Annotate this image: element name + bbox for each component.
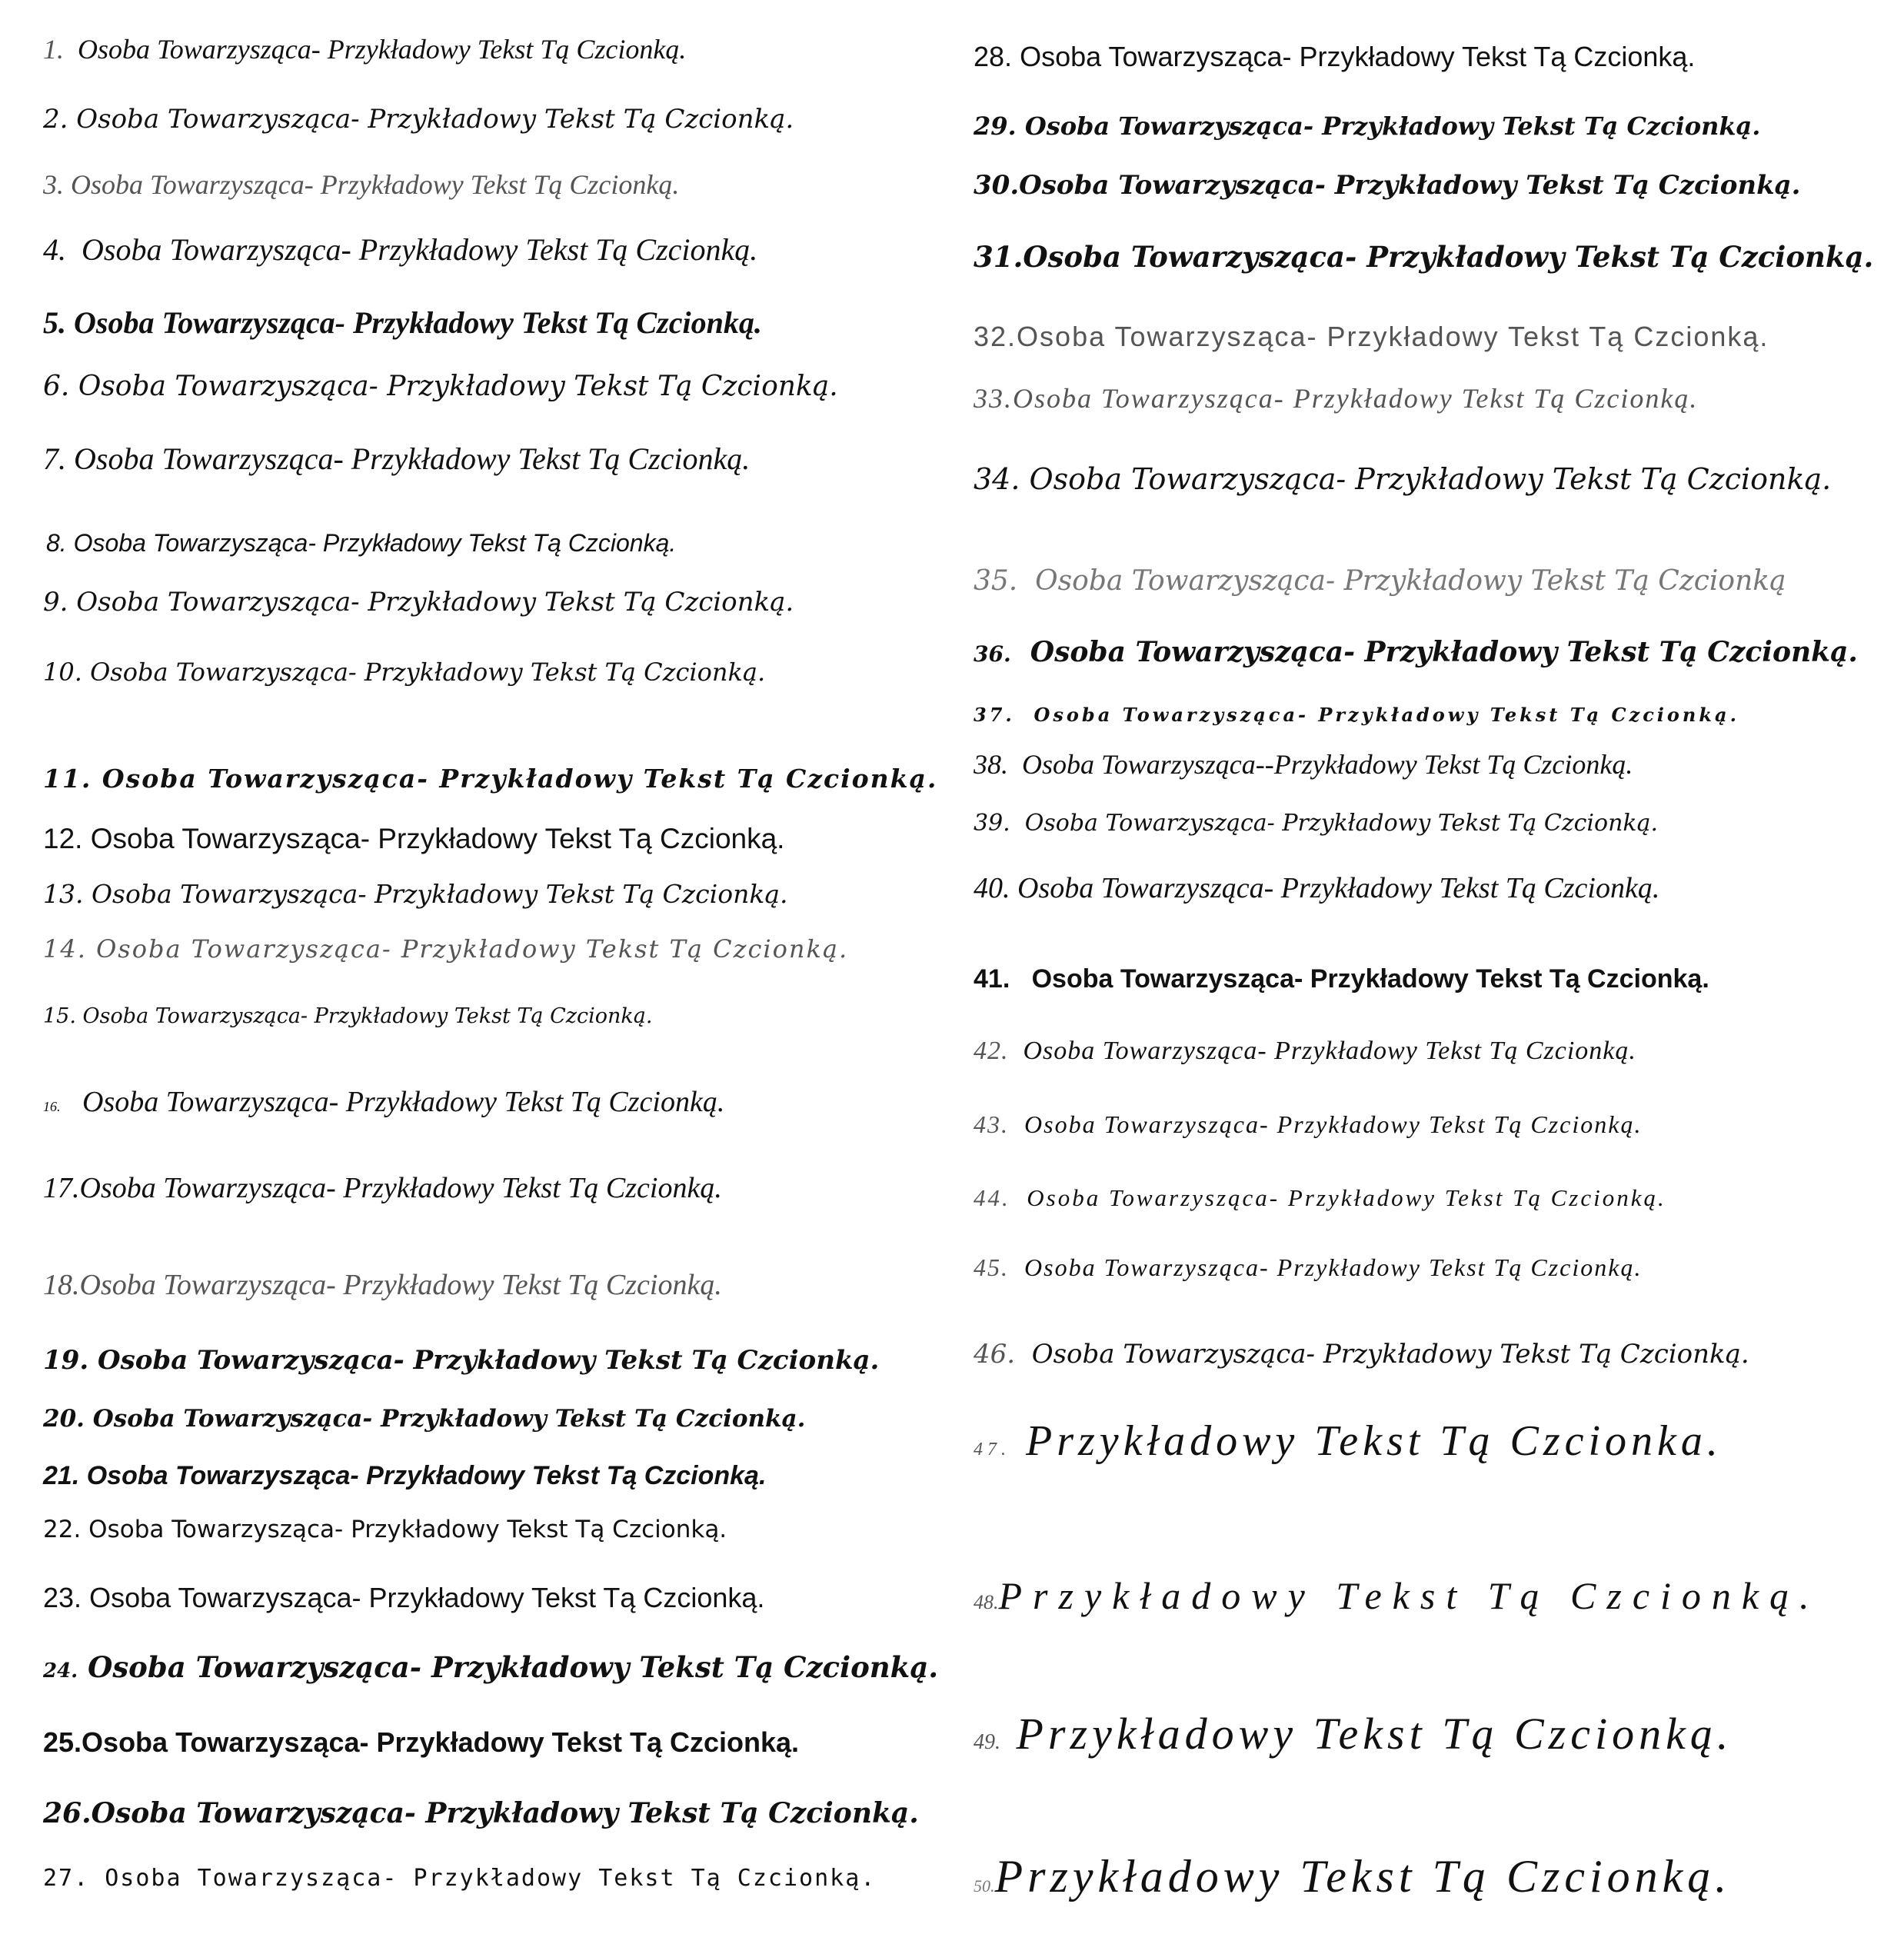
sample-text: Osoba Towarzysząca- Przykładowy Tekst Tą Czcionką. <box>82 232 758 267</box>
sample-number: 19. <box>43 1345 89 1376</box>
font-sample-34 <box>974 464 1831 494</box>
font-sample-20 <box>43 1407 805 1431</box>
sample-text: Osoba Towarzysząca- Przykładowy Tekst Tą Czcionką. <box>1030 636 1858 668</box>
sample-number: 12. <box>43 823 83 854</box>
font-sample-50 <box>974 1851 1732 1902</box>
sample-text: Osoba Towarzysząca- Przykładowy Tekst Tą Czcionką. <box>1027 1184 1666 1211</box>
sample-number: 22. <box>43 1516 82 1543</box>
sample-number: 20. <box>43 1405 85 1433</box>
sample-number: 27. <box>43 1865 90 1892</box>
sample-text: Osoba Towarzysząca- Przykładowy Tekst Tą Czcionką. <box>82 1086 725 1118</box>
sample-text: Osoba Towarzysząca- Przykładowy Tekst Tą Czcionką. <box>1024 1253 1643 1281</box>
font-sample-1 <box>43 35 686 63</box>
sample-number: 25. <box>43 1726 82 1758</box>
sample-number: 37. <box>974 704 1015 726</box>
sample-number: 5. <box>43 305 66 340</box>
sample-text: Osoba Towarzysząca- Przykładowy Tekst Tą Czcionką. <box>105 1865 877 1892</box>
sample-number: 34. <box>974 462 1020 496</box>
sample-text: Osoba Towarzysząca- Przykładowy Tekst Tą Czcionką. <box>90 657 766 687</box>
sample-text: Osoba Towarzysząca- Przykładowy Tekst Tą Czcionką. <box>74 441 751 476</box>
sample-text: Przykładowy Tekst Tą Czcionka. <box>1026 1417 1723 1465</box>
font-sample-8 <box>46 531 676 555</box>
font-sample-42 <box>974 1038 1636 1064</box>
sample-text: Osoba Towarzysząca- Przykładowy Tekst Tą Czcionką. <box>89 1582 765 1613</box>
font-sample-7 <box>43 441 751 476</box>
font-sample-22 <box>43 1518 727 1542</box>
sample-text: Osoba Towarzysząca- Przykładowy Tekst Tą Czcionką. <box>73 529 677 557</box>
sample-text: Osoba Towarzysząca- Przykładowy Tekst Tą Czcionką. <box>1019 170 1801 201</box>
sample-text: Osoba Towarzysząca- Przykładowy Tekst Tą Czcionką. <box>88 1516 727 1543</box>
font-sample-26 <box>43 1799 919 1827</box>
sample-number: 6. <box>43 371 70 402</box>
sample-number: 31. <box>974 240 1024 274</box>
font-sample-18 <box>43 1270 722 1300</box>
font-sample-4 <box>43 232 758 267</box>
sample-text: Osoba Towarzysząca- Przykładowy Tekst Tą Czcionką. <box>1023 240 1874 274</box>
sample-text: Przykładowy Tekst Tą Czcionką. <box>994 1851 1732 1902</box>
sample-text: Osoba Towarzysząca- Przykładowy Tekst Tą Czcionką. <box>102 764 938 794</box>
sample-text: Osoba Towarzysząca- Przykładowy Tekst Tą Czcionką. <box>1017 872 1660 904</box>
sample-text: Osoba Towarzysząca- Przykładowy Tekst Tą Czcionką. <box>82 1726 800 1758</box>
sample-text: Osoba Towarzysząca- Przykładowy Tekst Tą Czcionką. <box>1029 462 1832 496</box>
sample-number: 47. <box>974 1440 1010 1460</box>
sample-number: 32. <box>974 321 1017 352</box>
font-sample-27 <box>43 1867 876 1890</box>
sample-text: Osoba Towarzysząca- Przykładowy Tekst Tą Czcionką. <box>1024 112 1761 141</box>
sample-number: 33. <box>974 383 1013 414</box>
sample-number: 14. <box>43 934 87 964</box>
sample-number: 4. <box>43 232 66 267</box>
sample-text: Osoba Towarzysząca- Przykładowy Tekst Tą Czcionką. <box>92 1405 806 1433</box>
font-sample-40 <box>974 874 1659 903</box>
sample-text: Osoba Towarzysząca- Przykładowy Tekst Tą Czcionką. <box>82 1004 653 1028</box>
sample-text: Przykładowy Tekst Tą Czcionką. <box>998 1574 1820 1617</box>
font-sample-30 <box>974 170 1801 201</box>
sample-text: Osoba Towarzysząca- Przykładowy Tekst Tą Czcionką. <box>91 879 788 909</box>
font-sample-6 <box>43 373 838 401</box>
font-sample-17 <box>43 1173 722 1203</box>
sample-text: Osoba Towarzysząca- Przykładowy Tekst Tą Czcionką. <box>1024 810 1658 837</box>
sample-text: Osoba Towarzysząca- Przykładowy Tekst Tą Czcionką. <box>90 823 785 854</box>
sample-number: 29. <box>974 112 1017 141</box>
sample-number: 43. <box>974 1110 1009 1138</box>
right-column <box>952 0 1904 1954</box>
sample-number: 3. <box>43 169 64 200</box>
sample-number: 41. <box>974 964 1010 994</box>
sample-text: Osoba Towarzysząca- Przykładowy Tekst Tą Czcionką. <box>78 371 838 402</box>
font-sample-25 <box>43 1726 800 1758</box>
font-sample-41 <box>974 966 1709 992</box>
font-sample-48 <box>974 1576 1820 1615</box>
sample-number: 44. <box>974 1184 1010 1211</box>
sample-text: Osoba Towarzysząca- Przykładowy Tekst Tą Czcionką. <box>79 1172 722 1204</box>
sample-text: Osoba Towarzysząca- Przykładowy Tekst Tą Czcionką. <box>1017 321 1769 352</box>
font-sample-24 <box>43 1650 939 1684</box>
sample-number: 8. <box>46 529 67 557</box>
sample-number: 10. <box>43 657 82 687</box>
sample-text: Przykładowy Tekst Tą Czcionką. <box>1016 1709 1733 1759</box>
sample-number: 36. <box>974 641 1011 667</box>
sample-number: 15. <box>43 1004 76 1028</box>
sample-number: 26. <box>43 1797 92 1829</box>
sample-number: 38. <box>974 749 1008 780</box>
sample-number: 16. <box>43 1099 61 1114</box>
font-sample-9 <box>43 589 794 615</box>
font-sample-3 <box>43 171 679 198</box>
font-sample-39 <box>974 812 1658 835</box>
sample-text: Osoba Towarzysząca- Przykładowy Tekst Tą Czcionką. <box>76 104 794 135</box>
sample-text: Osoba Towarzysząca- Przykładowy Tekst Tą Czcionką. <box>79 1269 722 1301</box>
sample-text: Osoba Towarzysząca--Przykładowy Tekst Tą Czcionką. <box>1022 749 1633 780</box>
sample-number: 49. <box>974 1730 1000 1754</box>
sample-number: 39. <box>974 810 1010 837</box>
sample-number: 48. <box>974 1591 999 1613</box>
font-sample-33 <box>974 384 1698 412</box>
sample-number: 42. <box>974 1037 1009 1065</box>
sample-text: Osoba Towarzysząca- Przykładowy Tekst Tą Czcionką <box>1035 565 1786 597</box>
font-sample-12 <box>43 824 784 853</box>
font-sample-10 <box>43 657 766 687</box>
font-sample-49 <box>974 1709 1733 1759</box>
sample-number: 46. <box>974 1339 1016 1370</box>
sample-text: Osoba Towarzysząca- Przykładowy Tekst Tą Czcionką. <box>88 1650 939 1684</box>
font-sample-5 <box>43 305 762 340</box>
sample-number: 30. <box>974 170 1020 201</box>
font-sample-45 <box>974 1255 1642 1280</box>
sample-number: 2. <box>43 104 68 135</box>
sample-number: 9. <box>43 587 68 617</box>
sample-text: Osoba Towarzysząca- Przykładowy Tekst Tą Czcionką. <box>78 34 687 65</box>
font-sample-19 <box>43 1345 880 1376</box>
font-sample-13 <box>43 881 788 907</box>
font-sample-46 <box>974 1339 1749 1370</box>
font-sample-15 <box>43 1006 652 1027</box>
sample-number: 1. <box>43 34 64 65</box>
font-sample-35 <box>974 565 1786 597</box>
font-sample-16 <box>43 1087 724 1117</box>
sample-text: Osoba Towarzysząca- Przykładowy Tekst Tą Czcionką. <box>76 587 794 617</box>
sample-number: 21. <box>43 1461 80 1490</box>
sample-number: 11. <box>43 764 92 794</box>
font-sample-23 <box>43 1584 764 1612</box>
font-sample-32 <box>974 323 1769 351</box>
sample-number: 50. <box>974 1876 995 1896</box>
sample-number: 35. <box>974 565 1018 597</box>
sample-text: Osoba Towarzysząca- Przykładowy Tekst Tą Czcionką. <box>1031 1339 1749 1370</box>
font-sample-2 <box>43 104 794 135</box>
sample-text: Osoba Towarzysząca- Przykładowy Tekst Tą Czcionką. <box>71 169 680 200</box>
sample-text: Osoba Towarzysząca- Przykładowy Tekst Tą Czcionką. <box>96 934 849 964</box>
sample-text: Osoba Towarzysząca- Przykładowy Tekst Tą Czcionką. <box>91 1797 919 1829</box>
sample-number: 18. <box>43 1269 80 1301</box>
font-sample-44 <box>974 1186 1666 1210</box>
sample-number: 45. <box>974 1253 1009 1281</box>
font-sample-21 <box>43 1463 766 1489</box>
sample-text: Osoba Towarzysząca- Przykładowy Tekst Tą Czcionką. <box>1031 964 1709 994</box>
sample-text: Osoba Towarzysząca- Przykładowy Tekst Tą Czcionką. <box>74 305 762 340</box>
font-sample-29 <box>974 112 1761 141</box>
font-sample-14 <box>43 934 849 964</box>
font-sample-31 <box>974 240 1874 274</box>
font-sample-38 <box>974 751 1633 778</box>
font-sample-47 <box>974 1417 1723 1465</box>
font-sample-43 <box>974 1112 1642 1137</box>
sample-text: Osoba Towarzysząca- Przykładowy Tekst Tą Czcionką. <box>1023 1037 1636 1065</box>
sample-text: Osoba Towarzysząca- Przykładowy Tekst Tą Czcionką. <box>1024 1110 1643 1138</box>
sample-number: 24. <box>43 1659 78 1683</box>
font-sample-36 <box>974 638 1858 666</box>
sample-number: 7. <box>43 441 66 476</box>
sample-number: 13. <box>43 879 84 909</box>
sample-number: 28. <box>974 41 1013 72</box>
font-sample-37 <box>974 706 1739 724</box>
sample-text: Osoba Towarzysząca- Przykładowy Tekst Tą Czcionką. <box>1034 704 1739 726</box>
sample-text: Osoba Towarzysząca- Przykładowy Tekst Tą Czcionką. <box>98 1345 880 1376</box>
sample-text: Osoba Towarzysząca- Przykładowy Tekst Tą Czcionką. <box>1020 41 1696 72</box>
sample-text: Osoba Towarzysząca- Przykładowy Tekst Tą Czcionką. <box>1013 383 1699 414</box>
font-sample-11 <box>43 764 938 794</box>
sample-number: 40. <box>974 872 1010 904</box>
font-sample-28 <box>974 43 1695 71</box>
sample-number: 17. <box>43 1172 80 1204</box>
sample-number: 23. <box>43 1582 82 1613</box>
sample-text: Osoba Towarzysząca- Przykładowy Tekst Tą Czcionką. <box>86 1461 767 1490</box>
